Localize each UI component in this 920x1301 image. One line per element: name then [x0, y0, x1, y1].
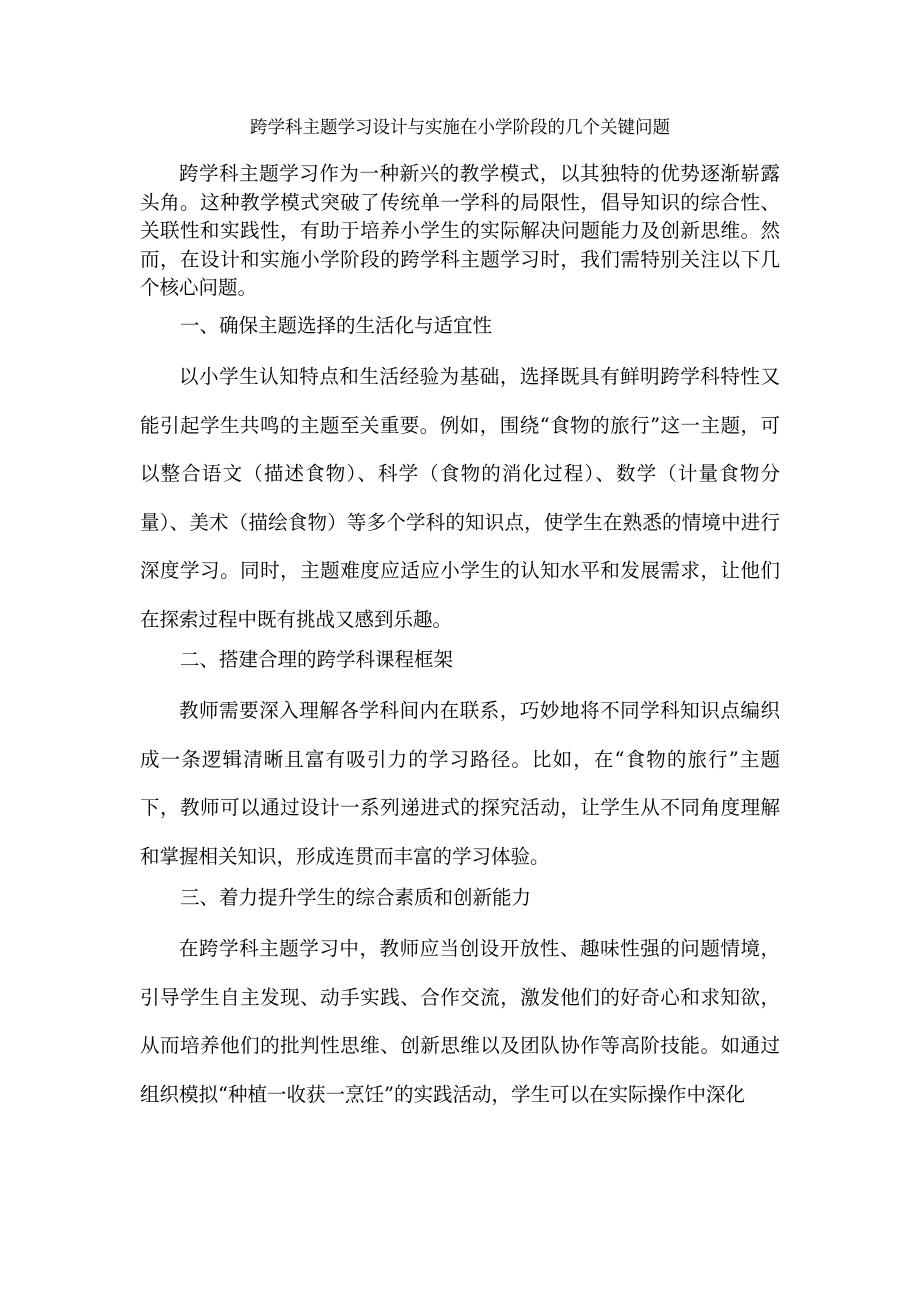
section-1-block [140, 353, 780, 644]
section-3-block [140, 925, 780, 1119]
section-heading-1: 一、确保主题选择的生活化与适宜性 [180, 314, 493, 337]
document-title: 跨学科主题学习设计与实施在小学阶段的几个关键问题 [250, 118, 670, 138]
intro-paragraph: 跨学科主题学习作为一种新兴的教学模式，以其独特的优势逐渐崭露头角。这种教学模式突破了传统单一学科的局限性，倡导知识的综合性、关联性和实践性，有助于培养小学生的实际解决问题能力及创新思维。然而，在设计和实施小学阶段的跨学科主题学习时，我们需特别关注以下几个核心问题。 [140, 162, 780, 299]
section-2-block [140, 687, 780, 881]
section-paragraph-3: 在跨学科主题学习中，教师应当创设开放性、趣味性强的问题情境，引导学生自主发现、动手实践、合作交流，激发他们的好奇心和求知欲，从而培养他们的批判性思维、创新思维以及团队协作等高阶技能。如通过组织模拟“种植一收获一烹饪”的实践活动，学生可以在实际操作中深化 [140, 937, 780, 1106]
section-heading-3: 三、着力提升学生的综合素质和创新能力 [180, 886, 532, 909]
section-heading-2: 二、搭建合理的跨学科课程框架 [180, 648, 454, 671]
section-paragraph-2: 教师需要深入理解各学科间内在联系，巧妙地将不同学科知识点编织成一条逻辑清晰且富有吸引力的学习路径。比如，在“食物的旅行”主题下，教师可以通过设计一系列递进式的探究活动，让学生从不同角度理解和掌握相关知识，形成连贯而丰富的学习体验。 [140, 699, 780, 868]
section-paragraph-1: 以小学生认知特点和生活经验为基础，选择既具有鲜明跨学科特性又能引起学生共鸣的主题至关重要。例如，围绕“食物的旅行”这一主题，可以整合语文（描述食物）、科学（食物的消化过程）、数学（计量食物分量）、美术（描绘食物）等多个学科的知识点，使学生在熟悉的情境中进行深度学习。同时，主题难度应适应小学生的认知水平和发展需求，让他们在探索过程中既有挑战又感到乐趣。 [140, 365, 780, 631]
intro-paragraph-block [140, 160, 780, 303]
